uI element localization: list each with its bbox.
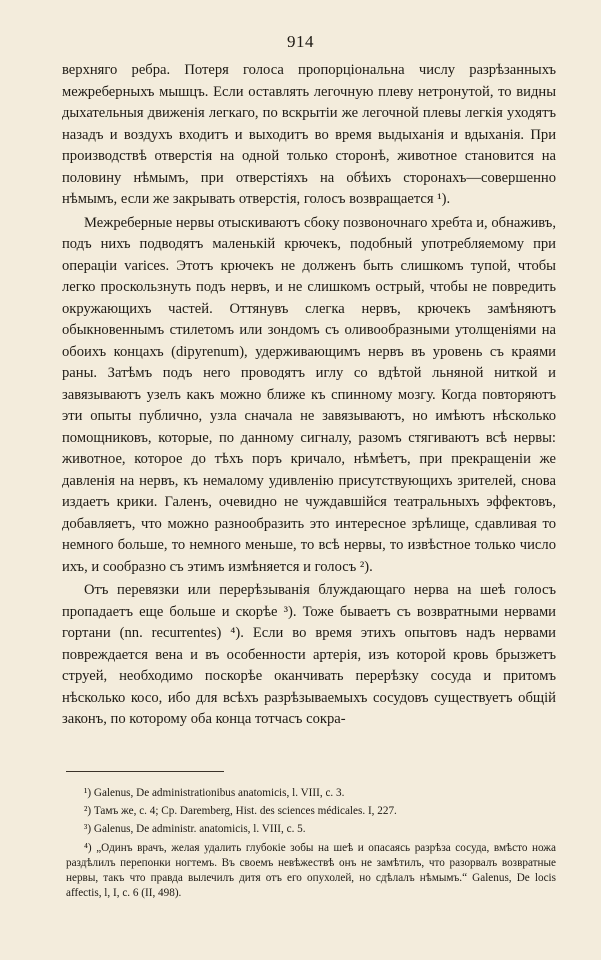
paragraph-3: Отъ перевязки или перерѣзыванія блуждающаго нерва на шеѣ голосъ пропадаетъ еще больше и скорѣе ³). Тоже бываетъ съ возвратными нервами гортани (nn. recurrentes) ⁴). Если во время этихъ опытовъ надъ нервами повреждается вена и въ особенности артерія, изъ которой кровь брызжетъ струей, необходимо поскорѣе оканчивать перерѣзку сосуда и притомъ нѣсколько косо, ибо для всѣхъ разрѣзываемыхъ сосудовъ существуетъ общій законъ, по которому оба конца тотчасъ сокра- xyxy=(62,582,556,727)
footnotes xyxy=(66,786,556,904)
footnote-separator xyxy=(66,771,224,772)
paragraph-2: Межреберные нервы отыскиваютъ сбоку позвоночнаго хребта и, обнаживъ, подъ нихъ подводятъ маленькій крючекъ, подобный употребляемому при операціи varices. Этотъ крючекъ не долженъ быть слишкомъ тупой, чтобы легко проскользнуть подъ нервъ, и не слишкомъ острый, чтобы не повредить окружающихъ частей. Оттянувъ слегка нервъ, крючекъ замѣняютъ обыкновеннымъ стилетомъ или зондомъ съ оливообразными утолщеніями на обоихъ концахъ (dipyrenum), удерживающимъ нервъ въ уровень съ краями раны. Затѣмъ подъ него проводятъ иглу со вдѣтой льняной ниткой и завязываютъ узелъ какъ можно ближе къ спинному мозгу. Когда повторяютъ эти опыты публично, узла сначала не завязываютъ, но имѣютъ нѣсколько помощниковъ, которые, по данному сигналу, разомъ стягиваютъ всѣ нервы: животное, которое до тѣхъ поръ кричало, нѣмѣетъ, при прекращеніи же давленія на нервъ, къ немалому удивленію присутствующихъ зрителей, снова издаетъ крики. Галенъ, очевидно не чуждавшійся театральныхъ эффектовъ, добавляетъ, что можно разнообразить это интересное зрѣлище, сдавливая то немного больше, то немного меньше, то всѣ нервы, то извѣстное только число ихъ, и сообразно съ этимъ измѣняется и голосъ ²). xyxy=(62,214,556,575)
main-text xyxy=(62,60,556,731)
page-number: 914 xyxy=(287,32,314,51)
footnote-1: ¹) Galenus, De administrationibus anatomicis, l. VIII, c. 3. xyxy=(84,787,345,799)
footnote-2: ²) Тамъ же, с. 4; Cp. Daremberg, Hist. des sciences médicales. I, 227. xyxy=(84,805,397,818)
paragraph-1: верхняго ребра. Потеря голоса пропорціональна числу разрѣзанныхъ межреберныхъ мышцъ. Если оставлять легочную плеву нетронутой, то видны дыхательныя движенія легкаго, по вскрытіи же легочной плевы легкія уходятъ назадъ и воздухъ входитъ и выходитъ во время выдыханія и вдыханія. При производствѣ отверстія на одной только сторонѣ, животное становится на половину нѣмымъ, при отверстіяхъ на обѣихъ сторонахъ—совершенно нѣмымъ, если же закрывать отверстія, голосъ возвращается ¹). xyxy=(62,62,556,207)
footnote-4: ⁴) „Одинъ врачъ, желая удалить глубокіе зобы на шеѣ и опасаясь разрѣза сосуда, вмѣсто ножа раздѣлилъ перепонки ногтемъ. Въ своемъ невѣжествѣ онъ не замѣтилъ, что разорвалъ возвратные нервы, такъ что правда вылечилъ дитя отъ его опухолей, но сдѣлалъ нѣмымъ.“ Galenus, De locis affectis, l, I, c. 6 (II, 498). xyxy=(66,841,556,900)
footnote-3: ³) Galenus, De administr. anatomicis, l. VIII, c. 5. xyxy=(84,823,306,836)
